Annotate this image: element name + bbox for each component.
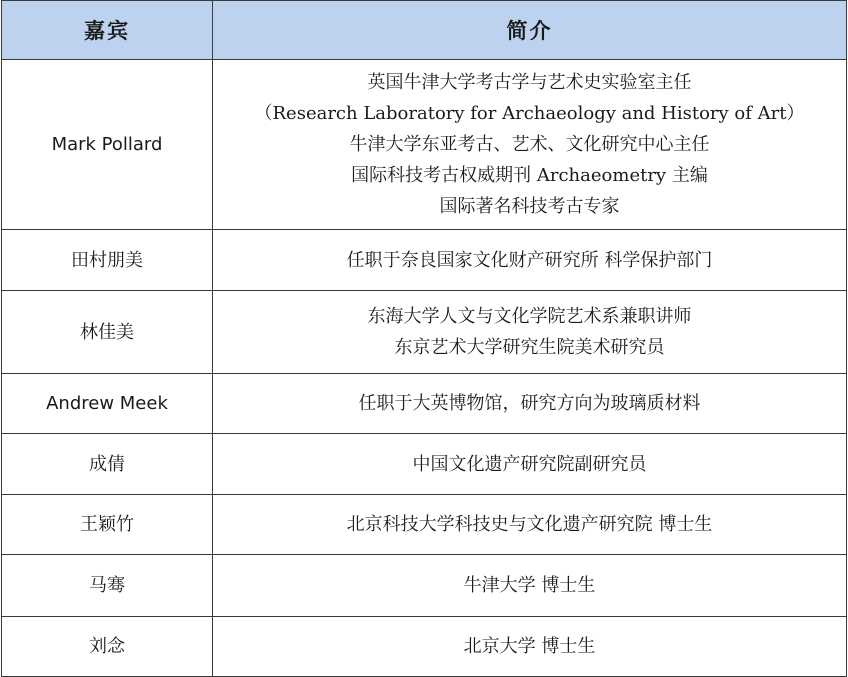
header-intro: 简介: [213, 1, 847, 60]
guest-name: 林佳美: [2, 291, 213, 374]
guest-name: 成倩: [2, 434, 213, 495]
guest-intro: [213, 617, 847, 677]
intro-line: 国际科技考古权威期刊 Archaeometry 主编: [351, 165, 708, 186]
guest-name: 马骞: [2, 555, 213, 617]
intro-line: 国际著名科技考古专家: [439, 196, 620, 217]
guest-intro: [213, 555, 847, 617]
guest-intro: [213, 60, 847, 230]
intro-line: 东京艺术大学研究生院美术研究员: [394, 337, 665, 358]
intro-line: 东海大学人文与文化学院艺术系兼职讲师: [367, 306, 692, 327]
table-row: [2, 434, 847, 495]
guest-intro: [213, 434, 847, 495]
intro-line: 北京大学 博士生: [463, 636, 596, 657]
intro-line: 北京科技大学科技史与文化遗产研究院 博士生: [346, 514, 713, 535]
guest-intro: [213, 374, 847, 434]
guest-name: 刘念: [2, 617, 213, 677]
guest-name: Mark Pollard: [2, 60, 213, 230]
intro-line: 任职于大英博物馆，研究方向为玻璃质材料: [358, 393, 701, 414]
intro-line: 任职于奈良国家文化财产研究所 科学保护部门: [346, 249, 713, 271]
guest-name: Andrew Meek: [2, 374, 213, 434]
guest-intro: [213, 495, 847, 555]
guest-name: 田村朋美: [2, 230, 213, 291]
intro-line: 英国牛津大学考古学与艺术史实验室主任: [367, 72, 692, 93]
guest-table: [1, 0, 847, 677]
intro-line: （Research Laboratory for Archaeology and History of Art）: [254, 103, 805, 124]
table-row: [2, 230, 847, 291]
table-row: [2, 617, 847, 677]
table-row: [2, 60, 847, 230]
guest-name: 王颖竹: [2, 495, 213, 555]
intro-line: 牛津大学 博士生: [463, 575, 596, 596]
table-row: [2, 495, 847, 555]
guest-intro: [213, 230, 847, 291]
table-header-row: [2, 1, 847, 60]
intro-line: 中国文化遗产研究院副研究员: [412, 453, 647, 475]
intro-line: 牛津大学东亚考古、艺术、文化研究中心主任: [349, 134, 710, 155]
table-row: [2, 555, 847, 617]
table-row: [2, 374, 847, 434]
table-row: [2, 291, 847, 374]
guest-table-container: [1, 0, 846, 677]
guest-intro: [213, 291, 847, 374]
header-guest: 嘉宾: [2, 1, 213, 60]
